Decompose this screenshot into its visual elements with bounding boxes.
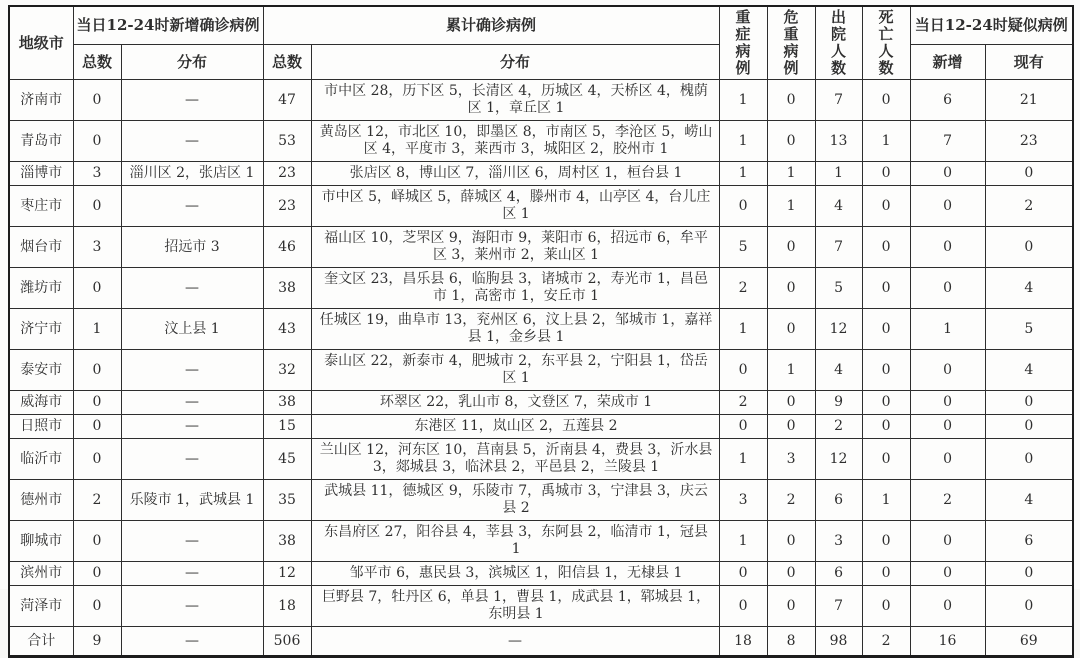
cell-severe: 2 xyxy=(719,268,767,309)
cell-new-total: 9 xyxy=(73,627,121,657)
cell-new-total: 0 xyxy=(73,186,121,227)
cell-new-dist: 招远市 3 xyxy=(121,227,263,268)
cell-deaths: 0 xyxy=(862,309,910,350)
cell-severe: 1 xyxy=(719,309,767,350)
cell-cum-dist: 邹平市 6，惠民县 3，滨城区 1，阳信县 1，无棣县 1 xyxy=(311,562,719,586)
cell-severe: 2 xyxy=(719,391,767,415)
cell-critical: 0 xyxy=(767,227,815,268)
cell-cum-dist: 黄岛区 12，市北区 10，即墨区 8，市南区 5，李沧区 5，崂山区 4，平度市 3，莱西市 3，城阳区 2，胶州市 1 xyxy=(311,121,719,162)
cell-severe: 1 xyxy=(719,80,767,121)
cell-city: 枣庄市 xyxy=(9,186,73,227)
cell-cum-total: 38 xyxy=(263,391,311,415)
cell-susp-current: 4 xyxy=(985,480,1073,521)
cell-new-dist: — xyxy=(121,186,263,227)
header-deaths: 死亡人数 xyxy=(862,6,910,80)
cell-new-total: 1 xyxy=(73,309,121,350)
cell-discharged: 7 xyxy=(815,80,862,121)
cell-new-dist: — xyxy=(121,521,263,562)
cell-cum-dist: 任城区 19，曲阜市 13，兖州区 6，汶上县 2，邹城市 1，嘉祥县 1，金乡县 1 xyxy=(311,309,719,350)
cell-new-dist: — xyxy=(121,121,263,162)
cell-susp-current: 2 xyxy=(985,186,1073,227)
cell-discharged: 13 xyxy=(815,121,862,162)
cell-cum-total: 23 xyxy=(263,162,311,186)
cell-new-dist: — xyxy=(121,415,263,439)
cell-deaths: 0 xyxy=(862,439,910,480)
header-critical-cases: 危重病例 xyxy=(767,6,815,80)
cell-discharged: 5 xyxy=(815,268,862,309)
cell-cum-total: 47 xyxy=(263,80,311,121)
table-row xyxy=(9,162,1073,186)
cell-new-dist: — xyxy=(121,439,263,480)
cell-cum-total: 15 xyxy=(263,415,311,439)
cell-susp-new: 16 xyxy=(910,627,985,657)
table-row xyxy=(9,480,1073,521)
cell-susp-current: 0 xyxy=(985,227,1073,268)
cell-cum-dist: 巨野县 7，牡丹区 6，单县 1，曹县 1，成武县 1，郓城县 1，东明县 1 xyxy=(311,586,719,627)
cell-cum-total: 18 xyxy=(263,586,311,627)
cell-critical: 0 xyxy=(767,415,815,439)
cell-discharged: 7 xyxy=(815,227,862,268)
cell-cum-dist: — xyxy=(311,627,719,657)
table-header xyxy=(9,6,1073,80)
cell-cum-total: 506 xyxy=(263,627,311,657)
cell-city: 潍坊市 xyxy=(9,268,73,309)
cell-discharged: 12 xyxy=(815,439,862,480)
cell-new-total: 3 xyxy=(73,162,121,186)
cell-cum-total: 32 xyxy=(263,350,311,391)
cell-discharged: 6 xyxy=(815,562,862,586)
cell-susp-new: 0 xyxy=(910,415,985,439)
cell-cum-dist: 市中区 28，历下区 5，长清区 4，历城区 4，天桥区 4，槐荫区 1，章丘区 1 xyxy=(311,80,719,121)
cell-susp-current: 6 xyxy=(985,521,1073,562)
cell-new-dist: — xyxy=(121,391,263,415)
cell-severe: 1 xyxy=(719,162,767,186)
cell-susp-current: 21 xyxy=(985,80,1073,121)
cell-critical: 8 xyxy=(767,627,815,657)
cell-cum-total: 46 xyxy=(263,227,311,268)
cell-discharged: 9 xyxy=(815,391,862,415)
cell-discharged: 1 xyxy=(815,162,862,186)
table-row xyxy=(9,268,1073,309)
cell-deaths: 0 xyxy=(862,350,910,391)
cell-susp-new: 0 xyxy=(910,562,985,586)
cell-susp-new: 7 xyxy=(910,121,985,162)
cell-new-total: 2 xyxy=(73,480,121,521)
cell-susp-current: 0 xyxy=(985,415,1073,439)
table-row xyxy=(9,227,1073,268)
cell-cum-dist: 市中区 5，峄城区 5，薛城区 4，滕州市 4，山亭区 4，台儿庄区 1 xyxy=(311,186,719,227)
cell-susp-current: 23 xyxy=(985,121,1073,162)
table-row xyxy=(9,80,1073,121)
cell-critical: 0 xyxy=(767,309,815,350)
cell-susp-new: 0 xyxy=(910,350,985,391)
cell-cum-total: 38 xyxy=(263,521,311,562)
cell-new-dist: — xyxy=(121,80,263,121)
cell-critical: 3 xyxy=(767,439,815,480)
cell-deaths: 0 xyxy=(862,268,910,309)
cell-severe: 0 xyxy=(719,186,767,227)
table-row xyxy=(9,391,1073,415)
cell-severe: 1 xyxy=(719,121,767,162)
header-cumulative-total: 总数 xyxy=(263,44,311,79)
cell-cum-dist: 环翠区 22，乳山市 8，文登区 7，荣成市 1 xyxy=(311,391,719,415)
cell-cum-dist: 泰山区 22，新泰市 4，肥城市 2，东平县 2，宁阳县 1，岱岳区 1 xyxy=(311,350,719,391)
cell-city: 烟台市 xyxy=(9,227,73,268)
cell-deaths: 1 xyxy=(862,121,910,162)
cell-critical: 0 xyxy=(767,121,815,162)
cell-susp-current: 69 xyxy=(985,627,1073,657)
cell-deaths: 0 xyxy=(862,162,910,186)
cell-city: 德州市 xyxy=(9,480,73,521)
cell-critical: 0 xyxy=(767,586,815,627)
cell-city: 青岛市 xyxy=(9,121,73,162)
header-cumulative-group: 累计确诊病例 xyxy=(263,6,719,44)
cell-city: 淄博市 xyxy=(9,162,73,186)
cell-severe: 3 xyxy=(719,480,767,521)
cell-susp-new: 0 xyxy=(910,521,985,562)
cell-susp-current: 0 xyxy=(985,562,1073,586)
header-new-distribution: 分布 xyxy=(121,44,263,79)
header-city: 地级市 xyxy=(9,6,73,80)
cell-susp-current: 4 xyxy=(985,350,1073,391)
cell-deaths: 0 xyxy=(862,415,910,439)
cell-discharged: 4 xyxy=(815,350,862,391)
cell-cum-total: 35 xyxy=(263,480,311,521)
cell-discharged: 4 xyxy=(815,186,862,227)
cell-severe: 1 xyxy=(719,521,767,562)
cell-cum-dist: 张店区 8，博山区 7，淄川区 6，周村区 1，桓台县 1 xyxy=(311,162,719,186)
cell-critical: 0 xyxy=(767,391,815,415)
cell-severe: 0 xyxy=(719,415,767,439)
header-suspected-group: 当日12-24时疑似病例 xyxy=(910,6,1073,44)
header-suspected-new: 新增 xyxy=(910,44,985,79)
cell-deaths: 0 xyxy=(862,391,910,415)
cell-deaths: 2 xyxy=(862,627,910,657)
cell-new-dist: — xyxy=(121,586,263,627)
cell-city: 聊城市 xyxy=(9,521,73,562)
cell-discharged: 6 xyxy=(815,480,862,521)
cell-critical: 1 xyxy=(767,186,815,227)
cell-susp-new: 1 xyxy=(910,309,985,350)
cell-deaths: 0 xyxy=(862,521,910,562)
cell-new-dist: — xyxy=(121,268,263,309)
cell-susp-new: 6 xyxy=(910,80,985,121)
cell-susp-current: 0 xyxy=(985,391,1073,415)
cell-susp-current: 4 xyxy=(985,268,1073,309)
header-sub-row xyxy=(9,44,1073,79)
cell-susp-new: 2 xyxy=(910,480,985,521)
cell-new-total: 0 xyxy=(73,350,121,391)
cell-new-total: 0 xyxy=(73,521,121,562)
cell-discharged: 3 xyxy=(815,521,862,562)
cell-cum-total: 23 xyxy=(263,186,311,227)
cell-cum-total: 43 xyxy=(263,309,311,350)
cell-cum-dist: 兰山区 12，河东区 10，莒南县 5，沂南县 4，费县 3，沂水县 3，郯城县 3，临沭县 2，平邑县 2，兰陵县 1 xyxy=(311,439,719,480)
cell-new-total: 3 xyxy=(73,227,121,268)
cell-critical: 1 xyxy=(767,162,815,186)
cell-severe: 5 xyxy=(719,227,767,268)
cell-severe: 0 xyxy=(719,562,767,586)
cell-city: 济宁市 xyxy=(9,309,73,350)
cell-cum-dist: 东港区 11，岚山区 2，五莲县 2 xyxy=(311,415,719,439)
cell-city: 泰安市 xyxy=(9,350,73,391)
table-row xyxy=(9,121,1073,162)
cell-new-total: 0 xyxy=(73,391,121,415)
table-row xyxy=(9,415,1073,439)
header-new-total: 总数 xyxy=(73,44,121,79)
cell-susp-new: 0 xyxy=(910,227,985,268)
cell-critical: 0 xyxy=(767,562,815,586)
cell-cum-dist: 东昌府区 27，阳谷县 4，莘县 3，东阿县 2，临清市 1，冠县 1 xyxy=(311,521,719,562)
cell-new-total: 0 xyxy=(73,80,121,121)
header-discharged: 出院人数 xyxy=(815,6,862,80)
table-row xyxy=(9,439,1073,480)
cell-new-total: 0 xyxy=(73,268,121,309)
cell-new-total: 0 xyxy=(73,562,121,586)
cell-new-dist: — xyxy=(121,627,263,657)
cell-deaths: 0 xyxy=(862,80,910,121)
cell-severe: 0 xyxy=(719,350,767,391)
cell-critical: 0 xyxy=(767,80,815,121)
cell-critical: 0 xyxy=(767,521,815,562)
table-row xyxy=(9,350,1073,391)
cell-deaths: 1 xyxy=(862,480,910,521)
cell-new-total: 0 xyxy=(73,439,121,480)
cell-new-total: 0 xyxy=(73,586,121,627)
cell-city: 济南市 xyxy=(9,80,73,121)
cell-susp-current: 0 xyxy=(985,439,1073,480)
cell-cum-total: 38 xyxy=(263,268,311,309)
cell-city: 临沂市 xyxy=(9,439,73,480)
cell-discharged: 2 xyxy=(815,415,862,439)
cell-city: 合计 xyxy=(9,627,73,657)
table-row xyxy=(9,186,1073,227)
cell-critical: 2 xyxy=(767,480,815,521)
cell-new-total: 0 xyxy=(73,415,121,439)
header-cumulative-distribution: 分布 xyxy=(311,44,719,79)
cell-susp-new: 0 xyxy=(910,186,985,227)
cell-city: 威海市 xyxy=(9,391,73,415)
cell-cum-total: 45 xyxy=(263,439,311,480)
header-group-row xyxy=(9,6,1073,44)
cell-discharged: 7 xyxy=(815,586,862,627)
cell-cum-dist: 福山区 10，芝罘区 9，海阳市 9，莱阳市 6，招远市 6，牟平区 3，莱州市 2，莱山区 1 xyxy=(311,227,719,268)
cell-susp-new: 0 xyxy=(910,268,985,309)
cell-new-dist: 乐陵市 1，武城县 1 xyxy=(121,480,263,521)
table-row xyxy=(9,562,1073,586)
cell-susp-new: 0 xyxy=(910,586,985,627)
cell-deaths: 0 xyxy=(862,562,910,586)
table-body xyxy=(9,80,1073,657)
cell-city: 菏泽市 xyxy=(9,586,73,627)
total-row xyxy=(9,627,1073,657)
table-row xyxy=(9,309,1073,350)
cell-susp-new: 0 xyxy=(910,162,985,186)
header-new-confirmed-group: 当日12-24时新增确诊病例 xyxy=(73,6,263,44)
cell-discharged: 12 xyxy=(815,309,862,350)
cell-cum-total: 12 xyxy=(263,562,311,586)
cell-deaths: 0 xyxy=(862,186,910,227)
cell-new-dist: — xyxy=(121,562,263,586)
cell-new-dist: 淄川区 2，张店区 1 xyxy=(121,162,263,186)
cell-new-dist: — xyxy=(121,350,263,391)
table-row xyxy=(9,521,1073,562)
cell-severe: 1 xyxy=(719,439,767,480)
cell-severe: 18 xyxy=(719,627,767,657)
cell-cum-total: 53 xyxy=(263,121,311,162)
cell-susp-current: 5 xyxy=(985,309,1073,350)
cell-new-total: 0 xyxy=(73,121,121,162)
cell-city: 滨州市 xyxy=(9,562,73,586)
cell-discharged: 98 xyxy=(815,627,862,657)
cell-susp-new: 0 xyxy=(910,439,985,480)
cell-susp-current: 0 xyxy=(985,162,1073,186)
covid-stats-table xyxy=(8,5,1074,658)
cell-city: 日照市 xyxy=(9,415,73,439)
table-row xyxy=(9,586,1073,627)
cell-susp-current: 0 xyxy=(985,586,1073,627)
cell-deaths: 0 xyxy=(862,586,910,627)
cell-cum-dist: 奎文区 23，昌乐县 6，临朐县 3，诸城市 2，寿光市 1，昌邑市 1，高密市 1，安丘市 1 xyxy=(311,268,719,309)
header-severe-cases: 重症病例 xyxy=(719,6,767,80)
header-suspected-current: 现有 xyxy=(985,44,1073,79)
cell-new-dist: 汶上县 1 xyxy=(121,309,263,350)
cell-deaths: 0 xyxy=(862,227,910,268)
cell-cum-dist: 武城县 11，德城区 9，乐陵市 7，禹城市 3，宁津县 3，庆云县 2 xyxy=(311,480,719,521)
cell-susp-new: 0 xyxy=(910,391,985,415)
cell-severe: 0 xyxy=(719,586,767,627)
cell-critical: 0 xyxy=(767,268,815,309)
cell-critical: 1 xyxy=(767,350,815,391)
